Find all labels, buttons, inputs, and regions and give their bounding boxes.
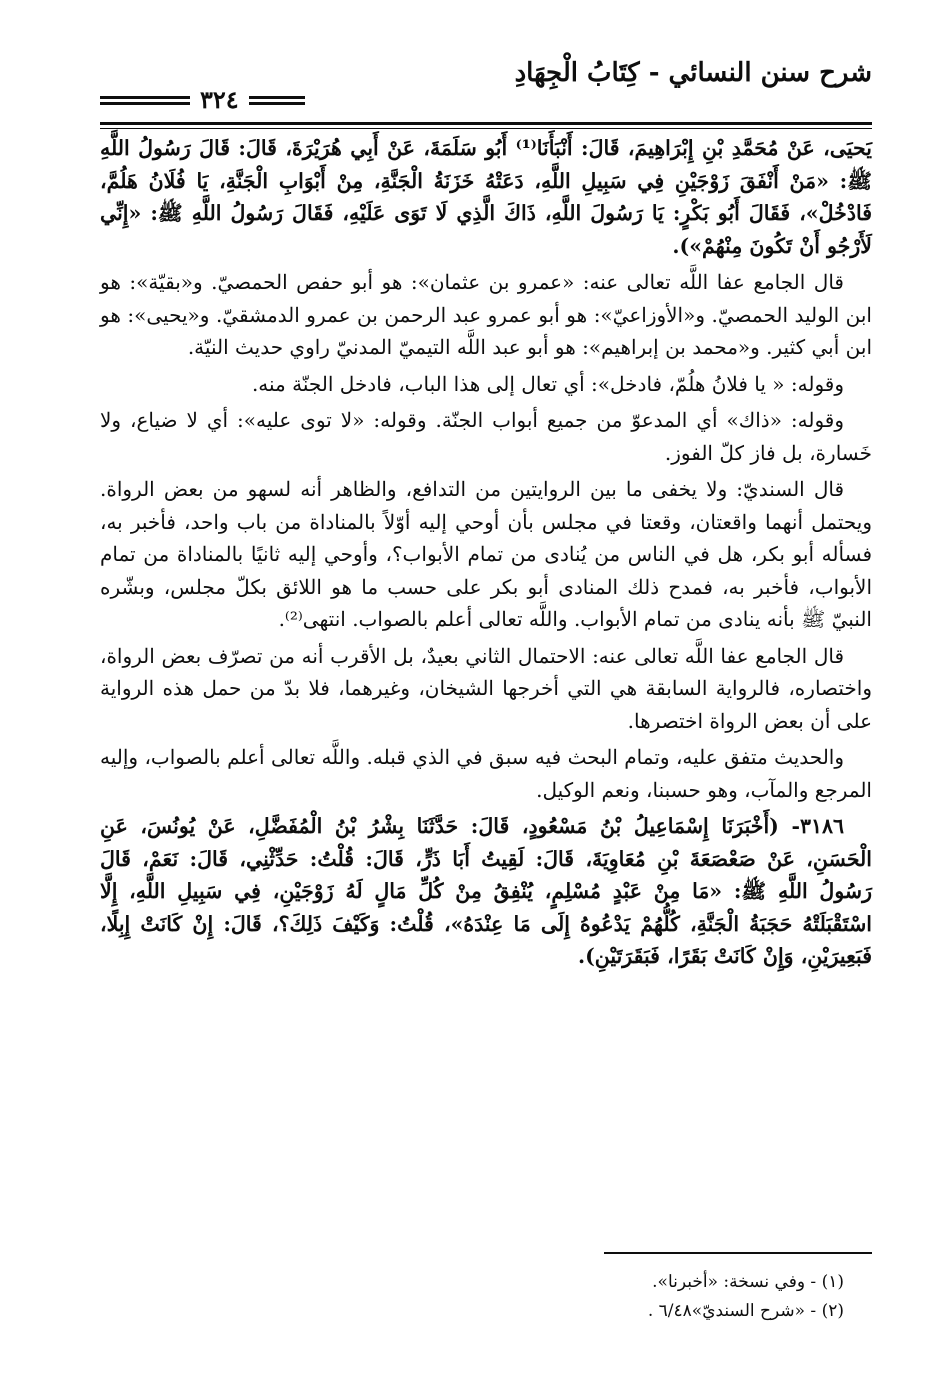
- hadith-3186: ٣١٨٦- (أَخْبَرَنَا إِسْمَاعِيلُ بْنُ مَسْعُودٍ، قَالَ: حَدَّثَنَا بِشْرُ بْنُ الْمُفَضَّلِ، عَنْ يُونُسَ، عَنِ الْحَسَنِ، عَنْ صَعْصَعَةَ بْنِ مُعَاوِيَةَ، قَالَ: لَقِيتُ أَبَا ذَرٍّ، قَالَ: قُلْتُ: حَدِّثْنِي، قَالَ: نَعَمْ، قَالَ رَسُولُ اللَّهِ ﷺ: «مَا مِنْ عَبْدٍ مُسْلِمٍ، يُنْفِقُ مِنْ كُلِّ مَالٍ لَهُ زَوْجَيْنِ، فِي سَبِيلِ اللَّهِ، إِلَّا اسْتَقْبَلَتْهُ حَجَبَةُ الْجَنَّةِ، كُلُّهُمْ يَدْعُوهُ إِلَى مَا عِنْدَهُ»، قُلْتُ: وَكَيْفَ ذَلِكَ؟، قَالَ: إِنْ كَانَتْ إِبِلًا، فَبَعِيرَيْنِ، وَإِنْ كَانَتْ بَقَرًا، فَبَقَرَتَيْنِ).: [100, 814, 872, 968]
- commentary-conclusion: والحديث متفق عليه، وتمام البحث فيه سبق في الذي قبله. واللَّه تعالى أعلم بالصواب، وإليه المرجع والمآب، وهو حسبنا، ونعم الوكيل.: [100, 745, 872, 802]
- footnote-1: (١) - وفي نسخة: «أخبرنا».: [652, 1272, 844, 1292]
- main-text: [100, 132, 872, 973]
- ornament-lines-left: [100, 96, 190, 105]
- page-number-group: [100, 40, 305, 112]
- commentary-halumma: وقوله: « يا فلانُ هلُمّ، فادخل»: أي تعال إلى هذا الباب، فادخل الجنّة منه.: [251, 371, 844, 396]
- footnotes: [100, 1268, 872, 1326]
- header-rule: [100, 122, 872, 125]
- commentary-dhaka: وقوله: «ذاك» أي المدعوّ من جميع أبواب الجنّة. وقوله: «لا توى عليه»: أي لا ضياع، ولا خَسارة، بل فاز كلّ الفوز.: [100, 408, 872, 465]
- commentary-sindi: قال السنديّ: ولا يخفى ما بين الروايتين من التدافع، والظاهر أنه لسهو من بعض الرواة. ويحتمل أنهما واقعتان، وقعتا في مجلس بأن أوحي إليه أوّلاً بالمناداة من باب واحد، فأخبر به، فسأله أبو بكر، هل في الناس من يُنادى من تمام الأبواب؟، وأوحي إليه ثانيًا بالمناداة من تمام الأبواب، فأخبر به، فمدح ذلك المنادى أبو بكر على حسب ما هو اللائق بكلّ مجلس، وبشّره النبيّ ﷺ بأنه ينادى من تمام الأبواب. واللَّه تعالى أعلم بالصواب. انتهى⁽²⁾.: [100, 477, 872, 631]
- commentary-narrators: قال الجامع عفا اللَّه تعالى عنه: «عمرو بن عثمان»: هو أبو حفص الحمصيّ. و«بقيّة»: هو ابن الوليد الحمصيّ. و«الأوزاعيّ»: هو أبو عمرو عبد الرحمن بن عمرو الدمشقيّ. و«يحيى»: هو ابن أبي كثير. و«محمد بن إبراهيم»: هو أبو عبد اللَّه التيميّ المدنيّ راوي حديث النيّة.: [100, 270, 872, 359]
- hadith-continuation: يَحيَى، عَنْ مُحَمَّدِ بْنِ إِبْرَاهِيمَ، قَالَ: أَنْبَأَنَا⁽¹⁾ أَبُو سَلَمَةَ، عَنْ أَبِي هُرَيْرَةَ، قَالَ: قَالَ رَسُولُ اللَّهِ ﷺ: «مَنْ أَنْفَقَ زَوْجَيْنِ فِي سَبِيلِ اللَّهِ، دَعَتْهُ خَزَنَةُ الْجَنَّةِ، مِنْ أَبْوَابِ الْجَنَّةِ، يَا فُلَانُ هَلُمَّ، فَادْخُلْ»، فَقَالَ أَبُو بَكْرٍ: يَا رَسُولَ اللَّهِ، ذَاكَ الَّذِي لَا تَوَى عَلَيْهِ، فَقَالَ رَسُولُ اللَّهِ ﷺ: «إِنِّي لَأَرْجُو أَنْ تَكُونَ مِنْهُمْ»).: [100, 136, 872, 258]
- page-number: ٣٢٤: [200, 85, 239, 114]
- page-header: [100, 40, 872, 114]
- footnote-2: (٢) - «شرح السنديّ»٦/٤٨ .: [647, 1301, 844, 1321]
- commentary-jami: قال الجامع عفا اللَّه تعالى عنه: الاحتمال الثاني بعيدٌ، بل الأقرب أنه من تصرّف بعض الرواة، واختصاره، فالرواية السابقة هي التي أخرجها الشيخان، وغيرهما، فلا بدّ من حمل هذه الرواية على أن بعض الرواة اختصرها.: [100, 643, 872, 733]
- book-page: [100, 40, 872, 1340]
- ornament-lines-right: [249, 96, 305, 105]
- footnote-divider: [604, 1252, 872, 1254]
- header-rule-thin: [100, 128, 872, 129]
- running-title: شرح سنن النسائي - كِتَابُ الْجِهَادِ: [514, 58, 872, 88]
